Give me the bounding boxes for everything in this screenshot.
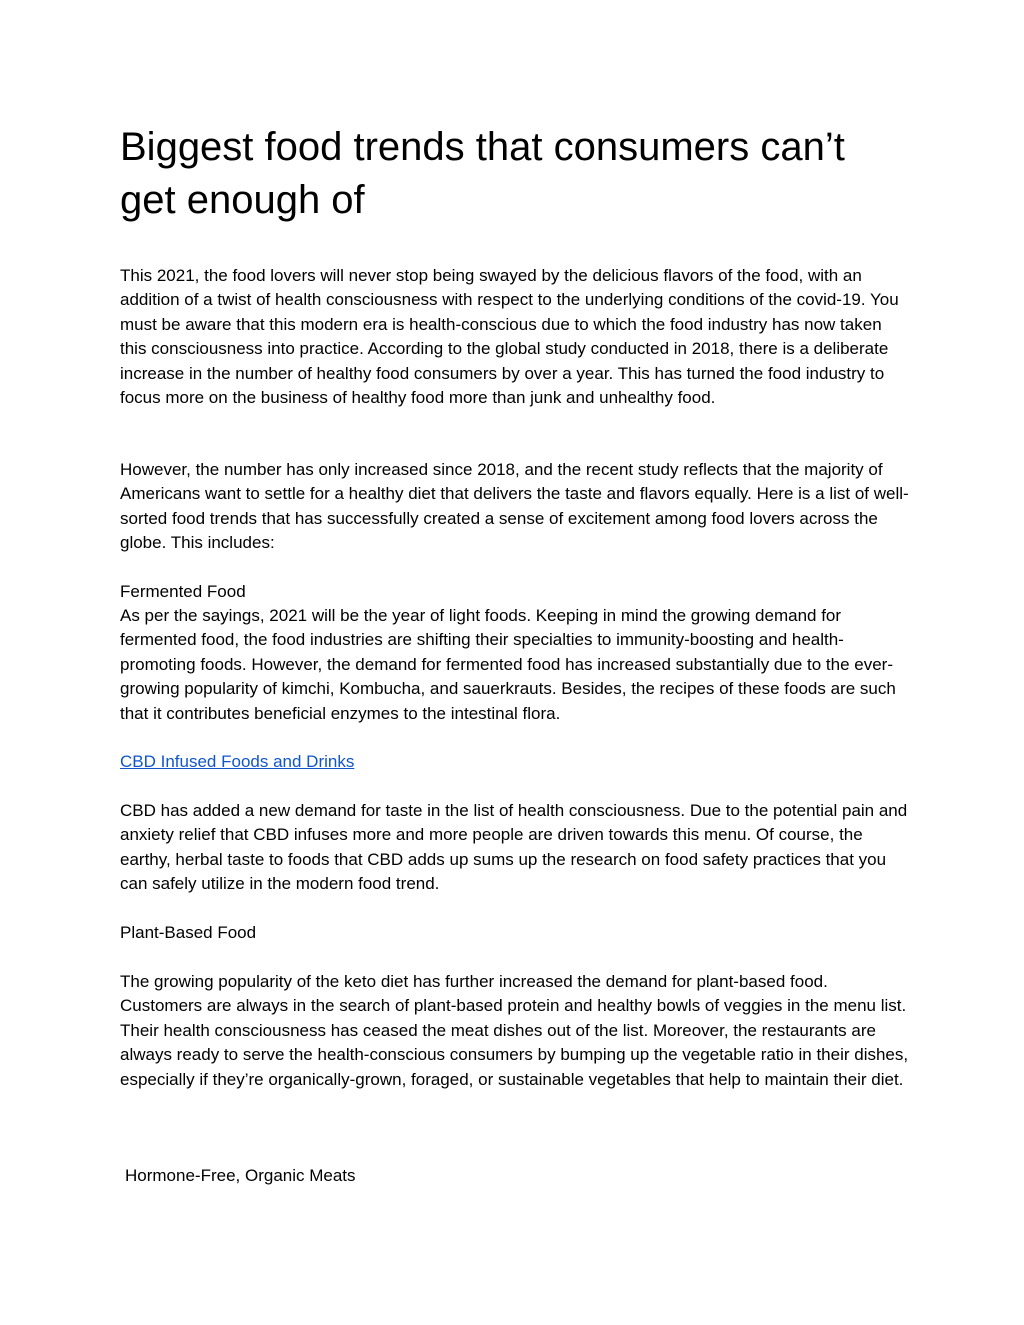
section-body-fermented-food: As per the sayings, 2021 will be the year of light foods. Keeping in mind the growing demand for fermented food, the food industries are shifting their specialties to immunity-boosting and health-promoting foods. However, the demand for fermented food has increased substantially due to the ever-growing popularity of kimchi, Kombucha, and sauerkrauts. Besides, the recipes of these foods are such that it contributes beneficial enzymes to the intestinal flora. <box>120 606 896 723</box>
section-body-cbd: CBD has added a new demand for taste in the list of health consciousness. Due to the potential pain and anxiety relief that CBD infuses more and more people are driven towards this menu. Of course, the earthy, herbal taste to foods that CBD adds up sums up the research on food safety practices that you can safely utilize in the modern food trend. <box>120 801 908 894</box>
trends-intro-paragraph: However, the number has only increased since 2018, and the recent study reflects that the majority of Americans want to settle for a healthy diet that delivers the taste and flavors equally. Here is a list of well-sorted food trends that has successfully created a sense of excitement among food lovers across the globe. This includes: <box>120 460 909 553</box>
intro-paragraph: This 2021, the food lovers will never stop being swayed by the delicious flavors of the food, with an addition of a twist of health consciousness with respect to the underlying conditions of the covid-19. You must be aware that this modern era is health-conscious due to which the food industry has now taken this consciousness into practice. According to the global study conducted in 2018, there is a deliberate increase in the number of healthy food consumers by over a year. This has turned the food industry to focus more on the business of healthy food more than junk and unhealthy food. <box>120 266 899 408</box>
section-heading-organic-meats: Hormone-Free, Organic Meats <box>125 1166 356 1185</box>
section-body-plant-based-food: The growing popularity of the keto diet has further increased the demand for plant-based food. Customers are always in the search of plant-based protein and healthy bowls of veggies in the menu list. Their health consciousness has ceased the meat dishes out of the list. Moreover, the restaurants are always ready to serve the health-conscious consumers by bumping up the vegetable ratio in their dishes, especially if they’re organically-grown, foraged, or sustainable vegetables that help to maintain their diet. <box>120 972 909 1089</box>
section-heading-fermented-food: Fermented Food <box>120 582 246 601</box>
section-heading-plant-based-food: Plant-Based Food <box>120 923 257 942</box>
cbd-foods-link[interactable]: CBD Infused Foods and Drinks <box>120 752 355 771</box>
page-title: Biggest food trends that consumers can’t get enough of <box>120 125 845 222</box>
